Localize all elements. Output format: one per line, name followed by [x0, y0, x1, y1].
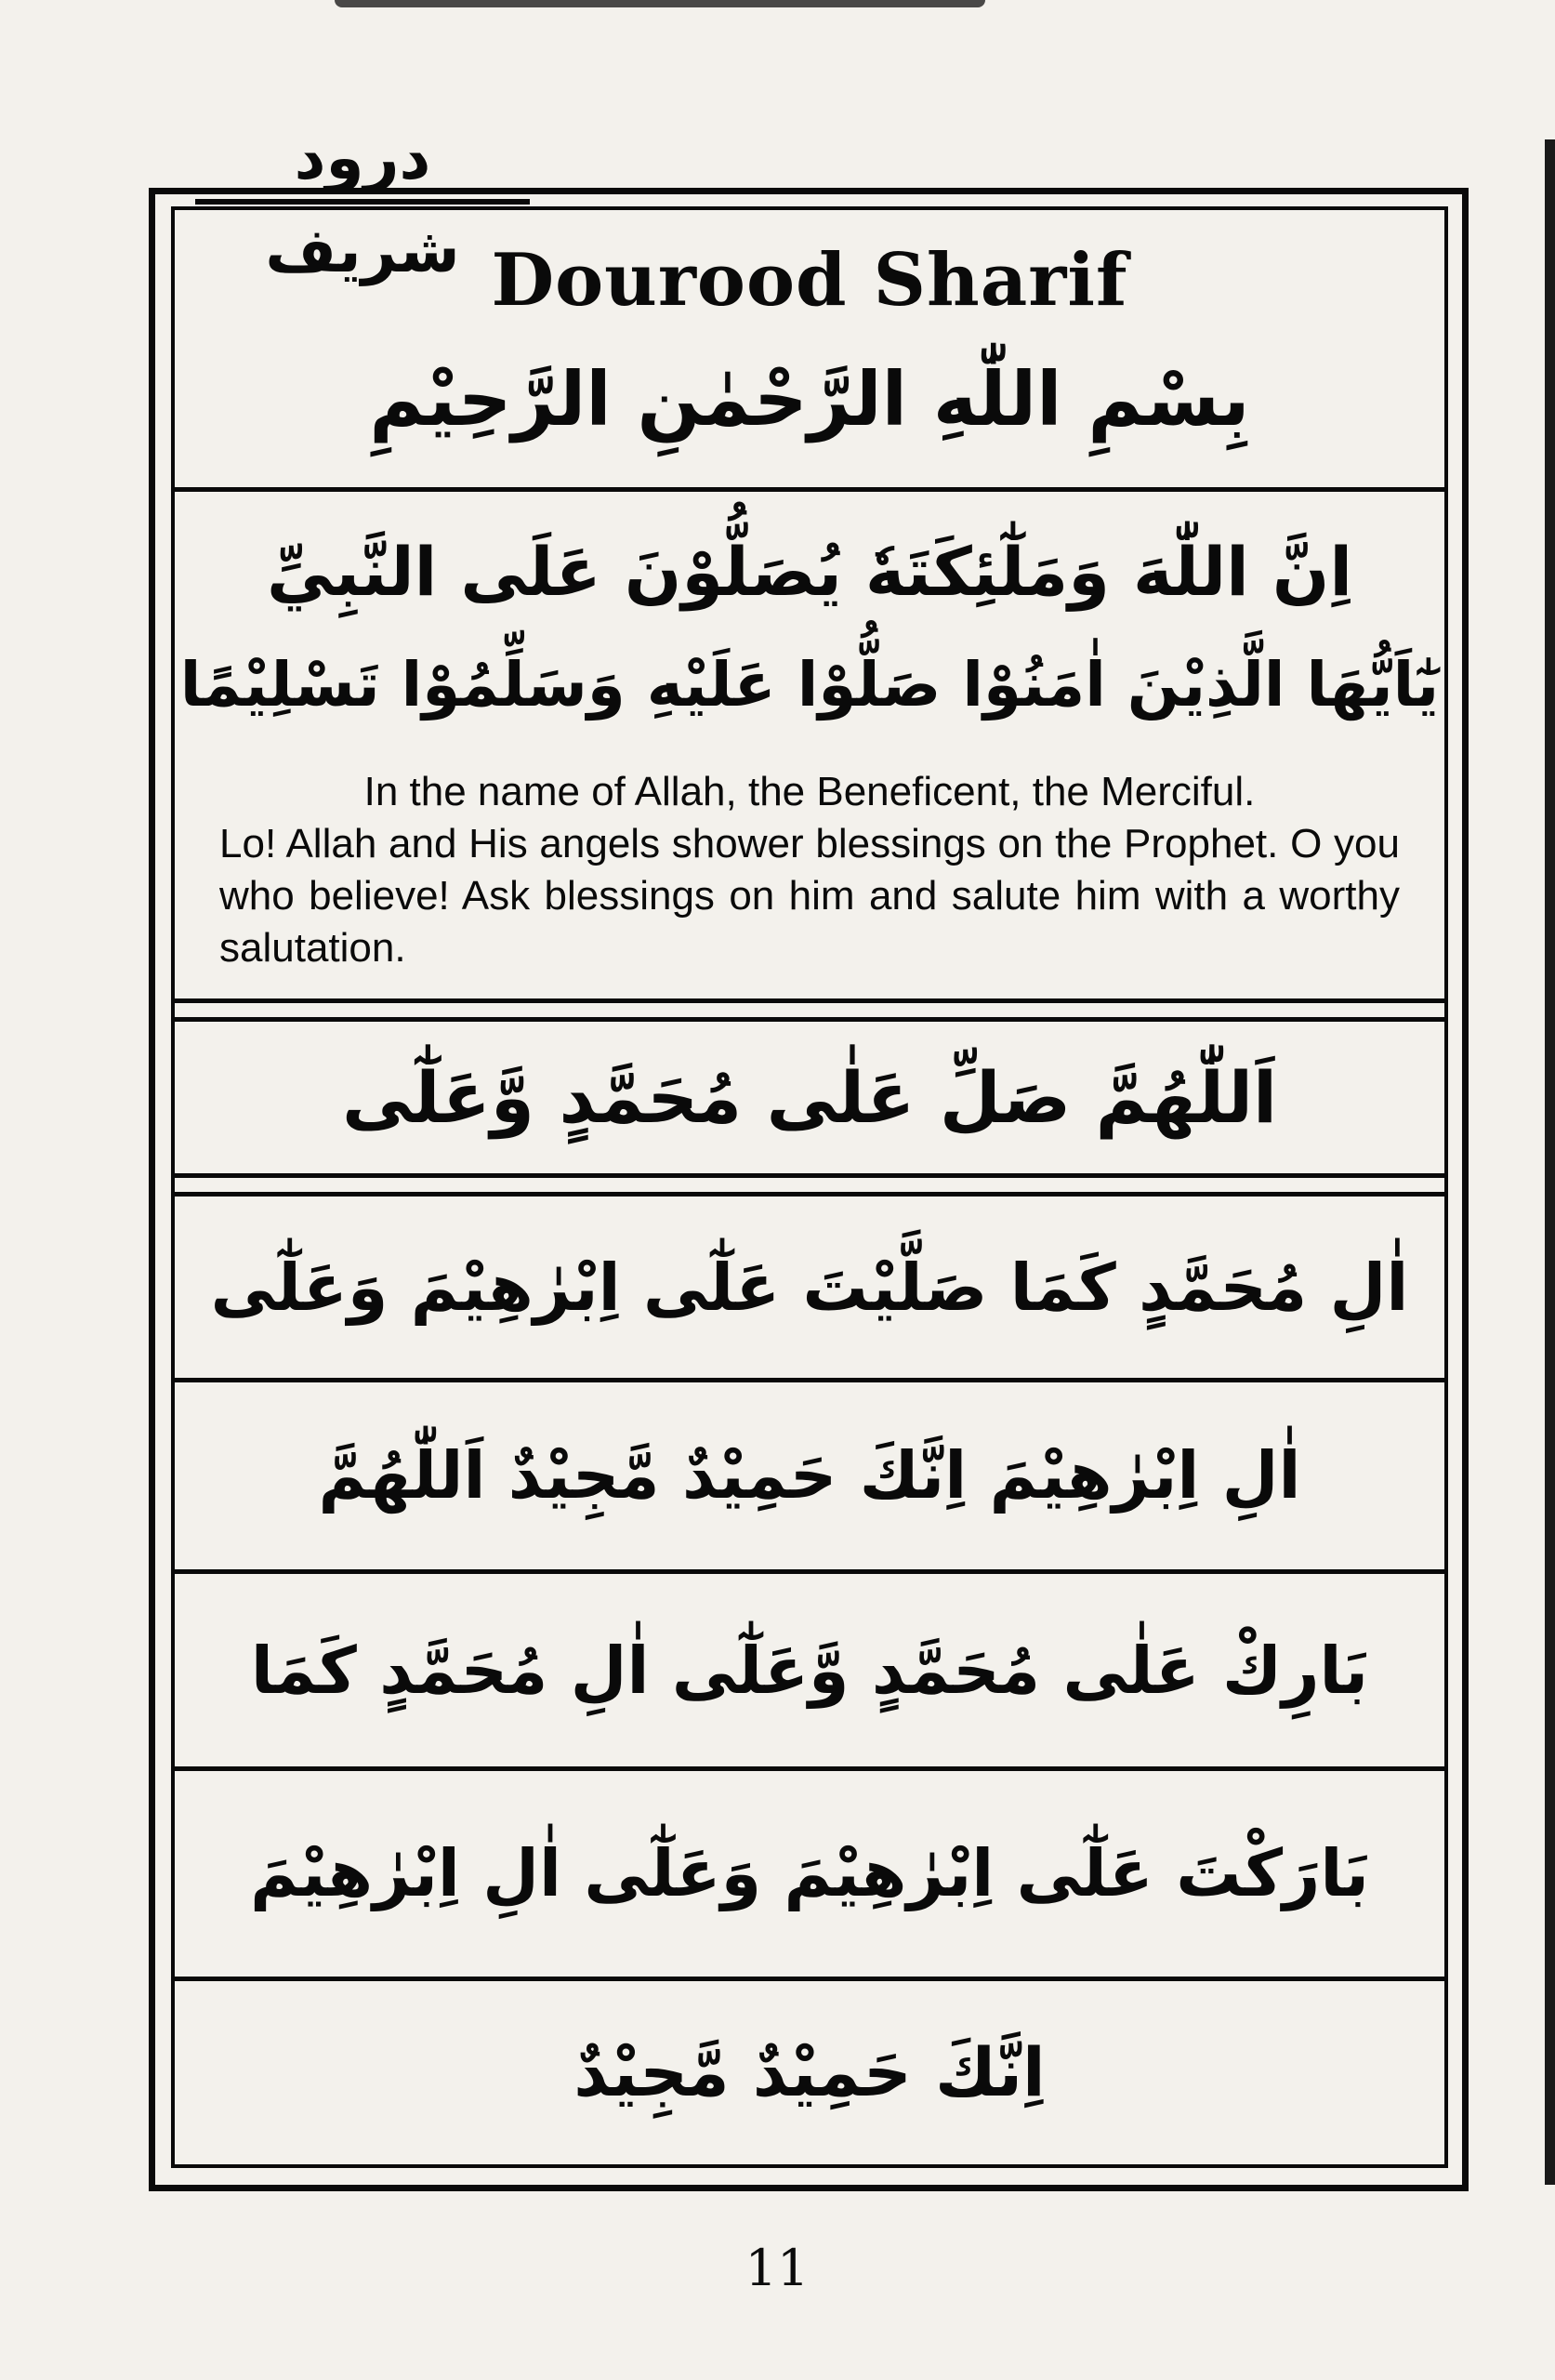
- durood-line-4-text: بَارِكْ عَلٰى مُحَمَّدٍ وَّعَلٰٓى اٰلِ مُحَمَّدٍ كَمَا: [250, 1633, 1369, 1709]
- basmala-text: بِسْمِ اللّٰهِ الرَّحْمٰنِ الرَّحِيْمِ: [369, 356, 1250, 443]
- translation-body: Lo! Allah and His angels shower blessings on the Prophet. O you who believe! Ask blessings on him and salute him with a worthy salutation.: [219, 821, 1400, 971]
- durood-line-6-text: اِنَّكَ حَمِيْدٌ مَّجِيْدٌ: [573, 2033, 1046, 2111]
- section-divider: [175, 1378, 1444, 1382]
- page-number: 11: [745, 2239, 810, 2297]
- section-divider: [175, 487, 1444, 492]
- section-divider: [175, 1766, 1444, 1771]
- section-divider: [175, 1017, 1444, 1022]
- section-divider: [175, 1192, 1444, 1197]
- section-divider: [175, 1569, 1444, 1574]
- durood-line-3-text: اٰلِ اِبْرٰهِيْمَ اِنَّكَ حَمِيْدٌ مَّجِيْدٌ اَللّٰهُمَّ: [318, 1437, 1301, 1514]
- durood-line-2-text: اٰلِ مُحَمَّدٍ كَمَا صَلَّيْتَ عَلٰٓى اِبْرٰهِيْمَ وَعَلٰٓى: [210, 1250, 1409, 1326]
- page-right-edge-shadow: [1545, 139, 1555, 2185]
- durood-line-2: [175, 1197, 1444, 1376]
- verse-line-2: يٰٓاَيُّهَا الَّذِيْنَ اٰمَنُوْا صَلُّوْا عَلَيْهِ وَسَلِّمُوْا تَسْلِيْمًا: [179, 649, 1440, 721]
- section-divider: [175, 1977, 1444, 1981]
- english-translation: [219, 766, 1400, 980]
- durood-line-5: [175, 1772, 1444, 1977]
- durood-line-3: [175, 1383, 1444, 1566]
- durood-line-1-text: اَللّٰهُمَّ صَلِّ عَلٰى مُحَمَّدٍ وَّعَلٰٓى: [341, 1056, 1278, 1139]
- title-section: [175, 223, 1444, 485]
- running-header-urdu: درود شریف: [195, 112, 530, 205]
- durood-line-6: [175, 1982, 1444, 2164]
- translation-line-1: In the name of Allah, the Beneficent, the Merciful.: [363, 769, 1256, 814]
- durood-line-5-text: بَارَكْتَ عَلٰٓى اِبْرٰهِيْمَ وَعَلٰٓى اٰلِ اِبْرٰهِيْمَ: [250, 1835, 1369, 1911]
- verse-section: [175, 495, 1444, 997]
- page-title: Dourood Sharif: [491, 238, 1128, 323]
- page-top-edge-shadow: [335, 0, 985, 7]
- section-divider: [175, 998, 1444, 1003]
- durood-line-1: [175, 1023, 1444, 1173]
- verse-line-1: اِنَّ اللّٰهَ وَمَلٰٓئِكَتَهٗ يُصَلُّوْنَ عَلَى النَّبِيِّ: [267, 533, 1352, 611]
- durood-line-4: [175, 1575, 1444, 1766]
- section-divider: [175, 1173, 1444, 1178]
